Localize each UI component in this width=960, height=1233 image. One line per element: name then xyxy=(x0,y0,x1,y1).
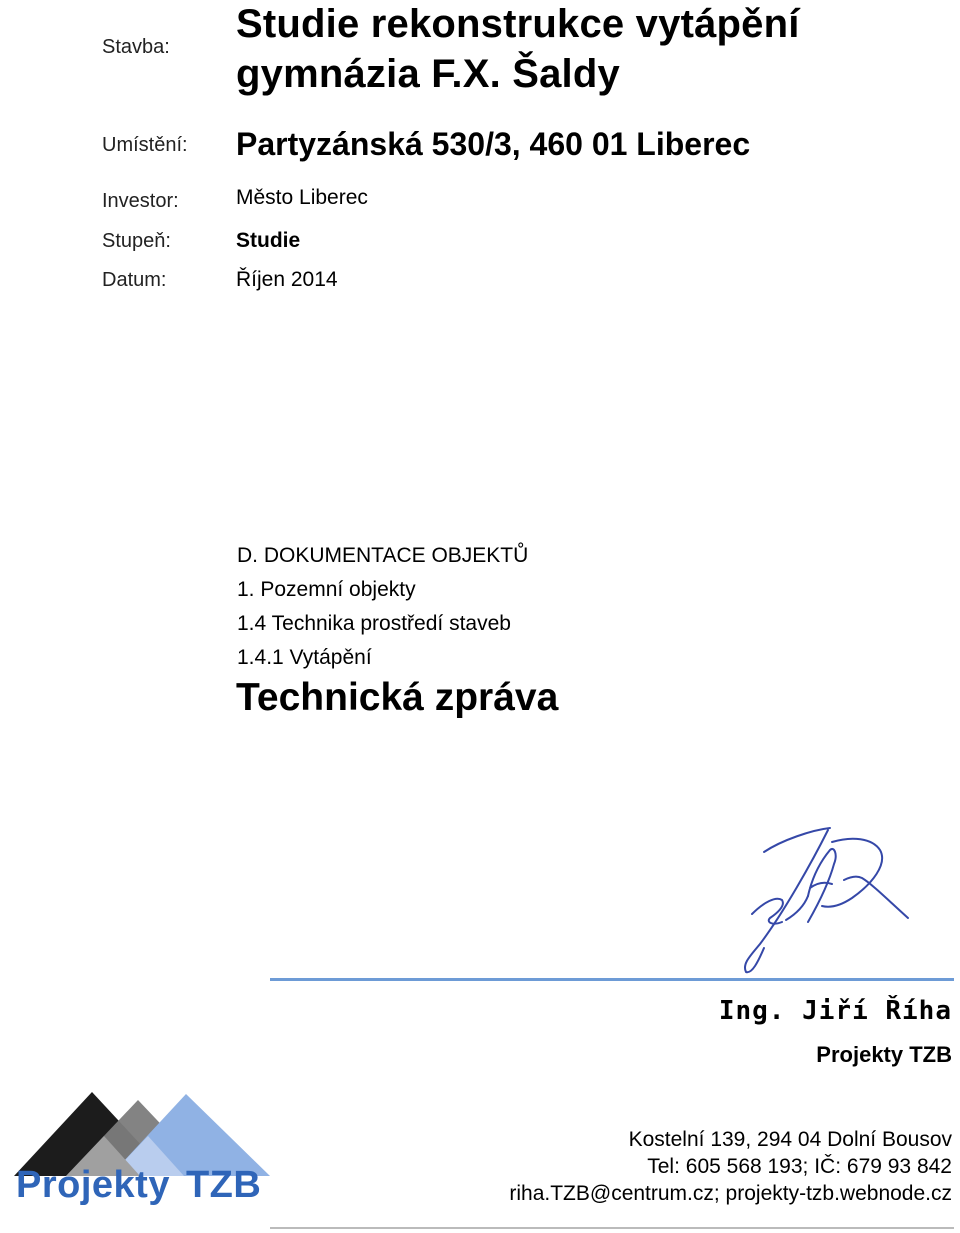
doc-section-1-4: 1.4 Technika prostředí staveb xyxy=(237,612,511,635)
company-name: Projekty TZB xyxy=(816,1042,952,1067)
date-value: Říjen 2014 xyxy=(236,268,338,291)
umisteni-label: Umístění: xyxy=(102,134,188,156)
doc-section-1: 1. Pozemní objekty xyxy=(237,578,416,601)
logo-word-tzb: TZB xyxy=(185,1164,262,1206)
doc-section-1-4-1: 1.4.1 Vytápění xyxy=(237,646,372,669)
bottom-rule xyxy=(270,1227,954,1229)
company-contact: Tel: 605 568 193; IČ: 679 93 842 xyxy=(647,1155,952,1178)
engineer-name: Ing. Jiří Říha xyxy=(718,996,952,1026)
doc-section-d: D. DOKUMENTACE OBJEKTŮ xyxy=(237,544,529,567)
project-title-line1: Studie rekonstrukce vytápění xyxy=(236,2,800,46)
investor-value: Město Liberec xyxy=(236,186,368,209)
footer-rule xyxy=(270,978,954,981)
location-value: Partyzánská 530/3, 460 01 Liberec xyxy=(236,126,751,162)
company-web[interactable]: riha.TZB@centrum.cz; projekty-tzb.webnode.cz xyxy=(509,1182,952,1205)
signature-image xyxy=(712,822,922,978)
datum-label: Datum: xyxy=(102,269,167,291)
stavba-label: Stavba: xyxy=(102,36,170,58)
stage-value: Studie xyxy=(236,229,301,252)
project-title-line2: gymnázia F.X. Šaldy xyxy=(236,52,620,96)
logo-wordmark xyxy=(16,1164,261,1207)
logo-word-projekty: Projekty xyxy=(16,1164,170,1206)
company-address: Kostelní 139, 294 04 Dolní Bousov xyxy=(628,1128,952,1151)
document-title: Technická zpráva xyxy=(236,676,559,719)
stupen-label: Stupeň: xyxy=(102,230,171,252)
investor-label: Investor: xyxy=(102,190,179,212)
